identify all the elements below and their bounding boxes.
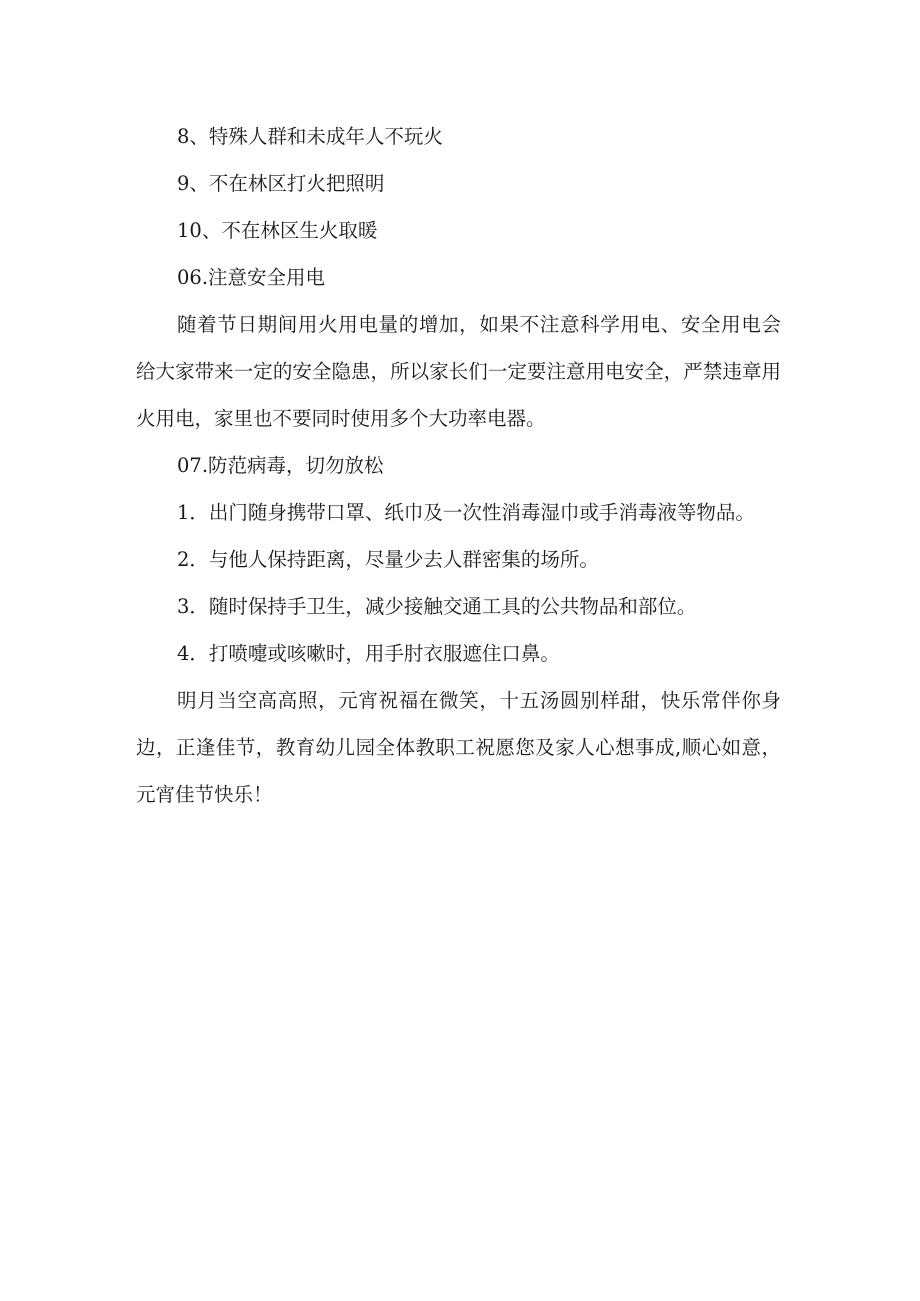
closing-greeting-paragraph: 明月当空高高照，元宵祝福在微笑，十五汤圆别样甜，快乐常伴你身边，正逢佳节，教育幼儿园全体教职工祝愿您及家人心想事成,顺心如意，元宵佳节快乐！ xyxy=(136,689,781,806)
section-heading-electricity-safety: 06.注意安全用电 xyxy=(177,266,326,289)
list-item-fire-rule-9: 9、不在林区打火把照明 xyxy=(177,172,385,195)
list-item-virus-tip-1: 1．出门随身携带口罩、纸巾及一次性消毒湿巾或手消毒液等物品。 xyxy=(177,501,755,524)
list-item-fire-rule-10: 10、不在林区生火取暖 xyxy=(177,219,378,242)
section-heading-virus-prevention: 07.防范病毒，切勿放松 xyxy=(177,454,384,477)
list-item-virus-tip-3: 3．随时保持手卫生，减少接触交通工具的公共物品和部位。 xyxy=(177,595,697,618)
list-item-fire-rule-8: 8、特殊人群和未成年人不玩火 xyxy=(177,125,443,148)
paragraph-electricity-safety: 随着节日期间用火用电量的增加，如果不注意科学用电、安全用电会给大家带来一定的安全隐患，所以家长们一定要注意用电安全，严禁违章用火用电，家里也不要同时使用多个大功率电器。 xyxy=(136,313,781,430)
list-item-virus-tip-4: 4．打喷嚏或咳嗽时，用手肘衣服遮住口鼻。 xyxy=(177,642,560,665)
list-item-virus-tip-2: 2．与他人保持距离，尽量少去人群密集的场所。 xyxy=(177,548,599,571)
document-body xyxy=(136,113,781,818)
